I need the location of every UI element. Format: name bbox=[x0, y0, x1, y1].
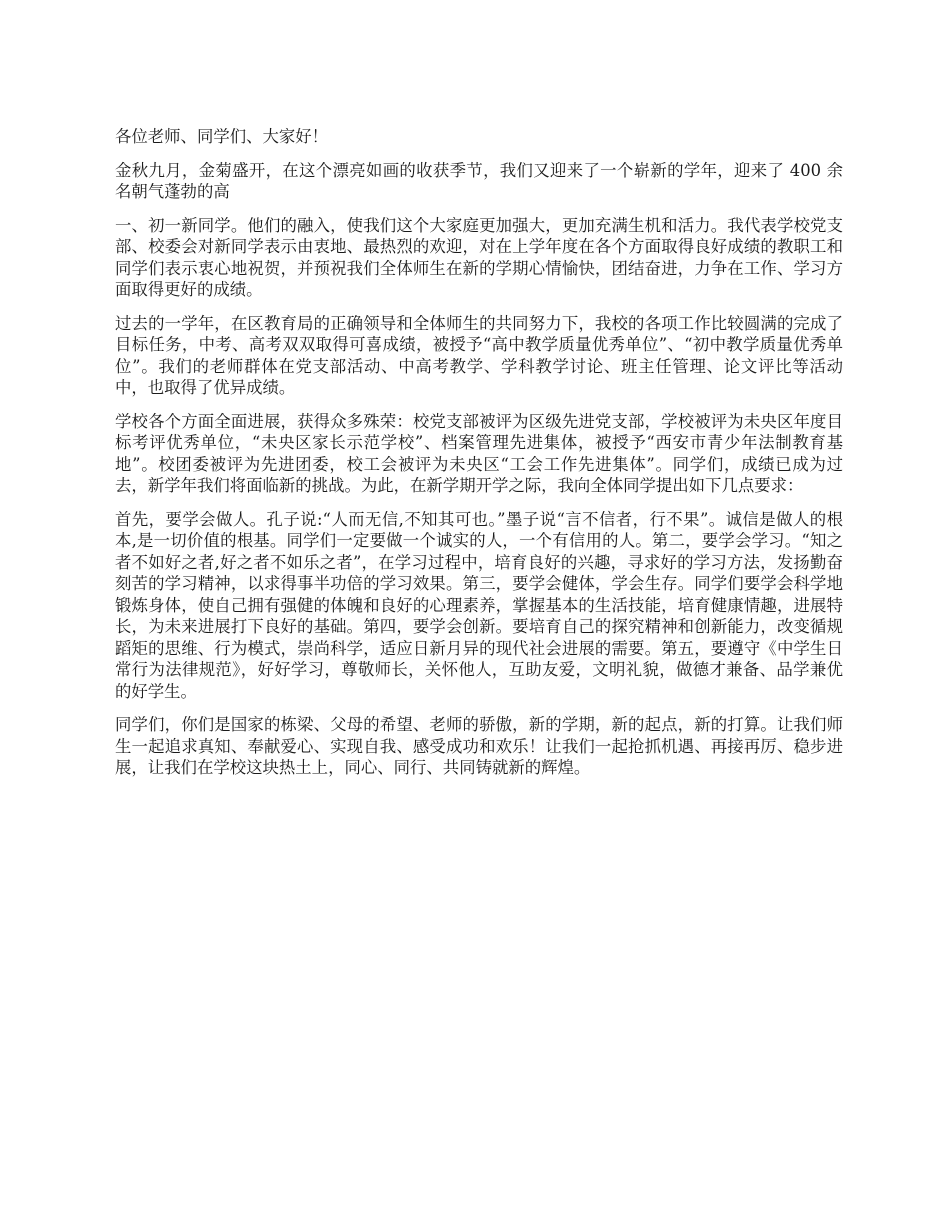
closing-paragraph: 同学们，你们是国家的栋梁、父母的希望、老师的骄傲，新的学期，新的起点，新的打算。让我们师生一起追求真知、奉献爱心、实现自我、感受成功和欢乐！让我们一起抢抓机遇、再接再厉、稳步进展，让我们在学校这块热土上，同心、同行、共同铸就新的辉煌。 bbox=[115, 715, 843, 777]
requirements-paragraph: 首先，要学会做人。孔子说:“人而无信,不知其可也。”墨子说“言不信者，行不果”。诚信是做人的根本,是一切价值的根基。同学们一定要做一个诚实的人，一个有信用的人。第二，要学会学习。“知之者不如好之者,好之者不如乐之者”，在学习过程中，培育良好的兴趣，寻求好的学习方法，发扬勤奋刻苦的学习精神，以求得事半功倍的学习效果。第三，要学会健体，学会生存。同学们要学会科学地锻炼身体，使自己拥有强健的体魄和良好的心理素养，掌握基本的生活技能，培育健康情趣，进展特长，为未来进展打下良好的基础。第四，要学会创新。要培育自己的探究精神和创新能力，改变循规蹈矩的思维、行为模式，崇尚科学，适应日新月异的现代社会进展的需要。第五，要遵守《中学生日常行为法律规范》，好好学习，尊敬师长，关怀他人，互助友爱，文明礼貌，做德才兼备、品学兼优的好学生。 bbox=[115, 509, 843, 701]
honors-paragraph: 学校各个方面全面进展，获得众多殊荣：校党支部被评为区级先进党支部，学校被评为未央区年度目标考评优秀单位，“未央区家长示范学校”、档案管理先进集体，被授予“西安市青少年法制教育基地”。校团委被评为先进团委，校工会被评为未央区“工会工作先进集体”。同学们，成绩已成为过去，新学年我们将面临新的挑战。为此，在新学期开学之际，我向全体同学提出如下几点要求： bbox=[115, 411, 843, 495]
greeting-paragraph: 各位老师、同学们、大家好！ bbox=[115, 127, 329, 146]
welcome-paragraph: 一、初一新同学。他们的融入，使我们这个大家庭更加强大，更加充满生机和活力。我代表学校党支部、校委会对新同学表示由衷地、最热烈的欢迎，对在上学年度在各个方面取得良好成绩的教职工和同学们表示衷心地祝贺，并预祝我们全体师生在新的学期心情愉快，团结奋进，力争在工作、学习方面取得更好的成绩。 bbox=[115, 215, 843, 299]
opening-paragraph: 金秋九月，金菊盛开，在这个漂亮如画的收获季节，我们又迎来了一个崭新的学年，迎来了 400 余名朝气蓬勃的高 bbox=[115, 160, 843, 201]
review-paragraph: 过去的一学年，在区教育局的正确领导和全体师生的共同努力下，我校的各项工作比较圆满的完成了目标任务，中考、高考双双取得可喜成绩，被授予“高中教学质量优秀单位”、“初中教学质量优秀单位”。我们的老师群体在党支部活动、中高考教学、学科教学讨论、班主任管理、论文评比等活动中，也取得了优异成绩。 bbox=[115, 313, 843, 397]
document-body bbox=[115, 126, 843, 791]
